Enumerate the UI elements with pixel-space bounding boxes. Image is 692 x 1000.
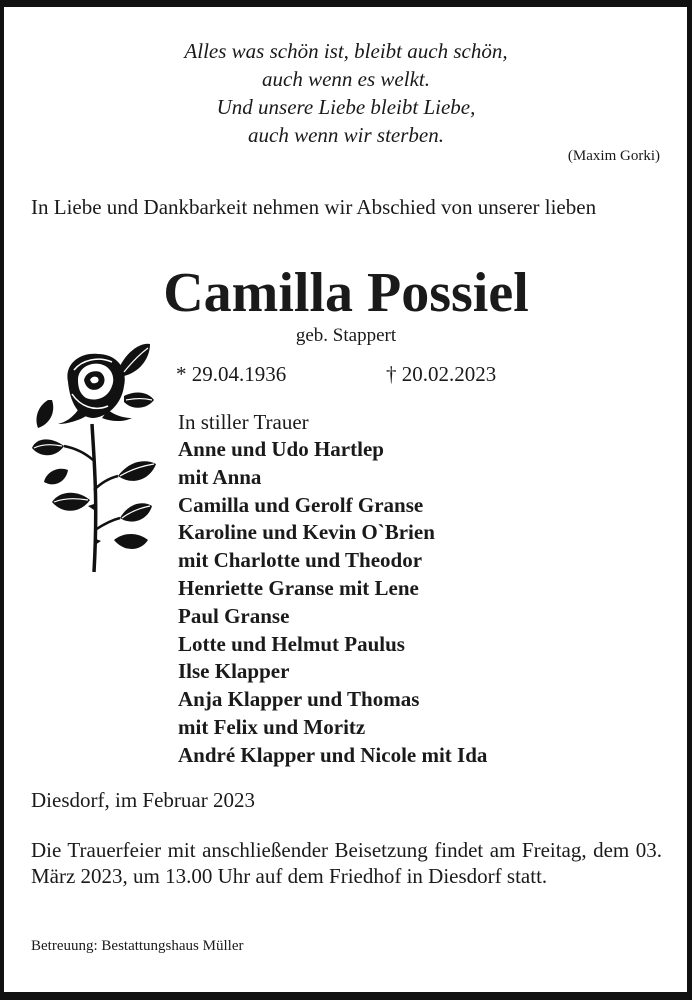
mourner-name: Karoline und Kevin O`Brien: [178, 520, 435, 545]
funeral-home-credit: Betreuung: Bestattungshaus Müller: [31, 938, 244, 954]
mourner-name: Paul Granse: [178, 603, 290, 628]
mourning-lead: In stiller Trauer: [178, 410, 309, 434]
mourner-name: Anne und Udo Hartlep: [178, 437, 384, 461]
mourner-name: Anja Klapper und Thomas: [178, 687, 420, 712]
poem-quote: [0, 37, 692, 149]
mourners-list: [178, 409, 487, 770]
mourner-name: Ilse Klapper: [178, 659, 290, 684]
poem-line: auch wenn es welkt.: [262, 67, 430, 91]
mourner-name: mit Charlotte und Theodor: [178, 548, 423, 573]
poem-line: Und unsere Liebe bleibt Liebe,: [216, 95, 476, 119]
maiden-name: geb. Stappert: [295, 325, 397, 346]
poem-author: (Maxim Gorki): [567, 148, 660, 164]
poem-line: auch wenn wir sterben.: [248, 123, 444, 147]
deceased-name: Camilla Possiel: [163, 262, 529, 324]
death-date: † 20.02.2023: [386, 362, 497, 386]
mourner-name: mit Felix und Moritz: [178, 714, 366, 739]
mourner-name: André Klapper und Nicole mit Ida: [178, 742, 488, 767]
place-date: Diesdorf, im Februar 2023: [31, 788, 255, 812]
mourner-name: Lotte und Helmut Paulus: [178, 631, 405, 656]
intro-text: In Liebe und Dankbarkeit nehmen wir Abschied von unserer lieben: [31, 195, 597, 219]
mourner-name: mit Anna: [178, 464, 262, 489]
poem-line: Alles was schön ist, bleibt auch schön,: [184, 39, 508, 63]
funeral-service-text: Die Trauerfeier mit anschließender Beisetzung findet am Freitag, dem 03. März 2023, um 13.00 Uhr auf dem Friedhof in Diesdorf statt.: [31, 838, 662, 888]
mourner-name: Henriette Granse mit Lene: [178, 575, 419, 600]
mourner-name: Camilla und Gerolf Granse: [178, 492, 424, 517]
birth-date: * 29.04.1936: [176, 362, 287, 386]
rose-icon: [28, 340, 158, 575]
